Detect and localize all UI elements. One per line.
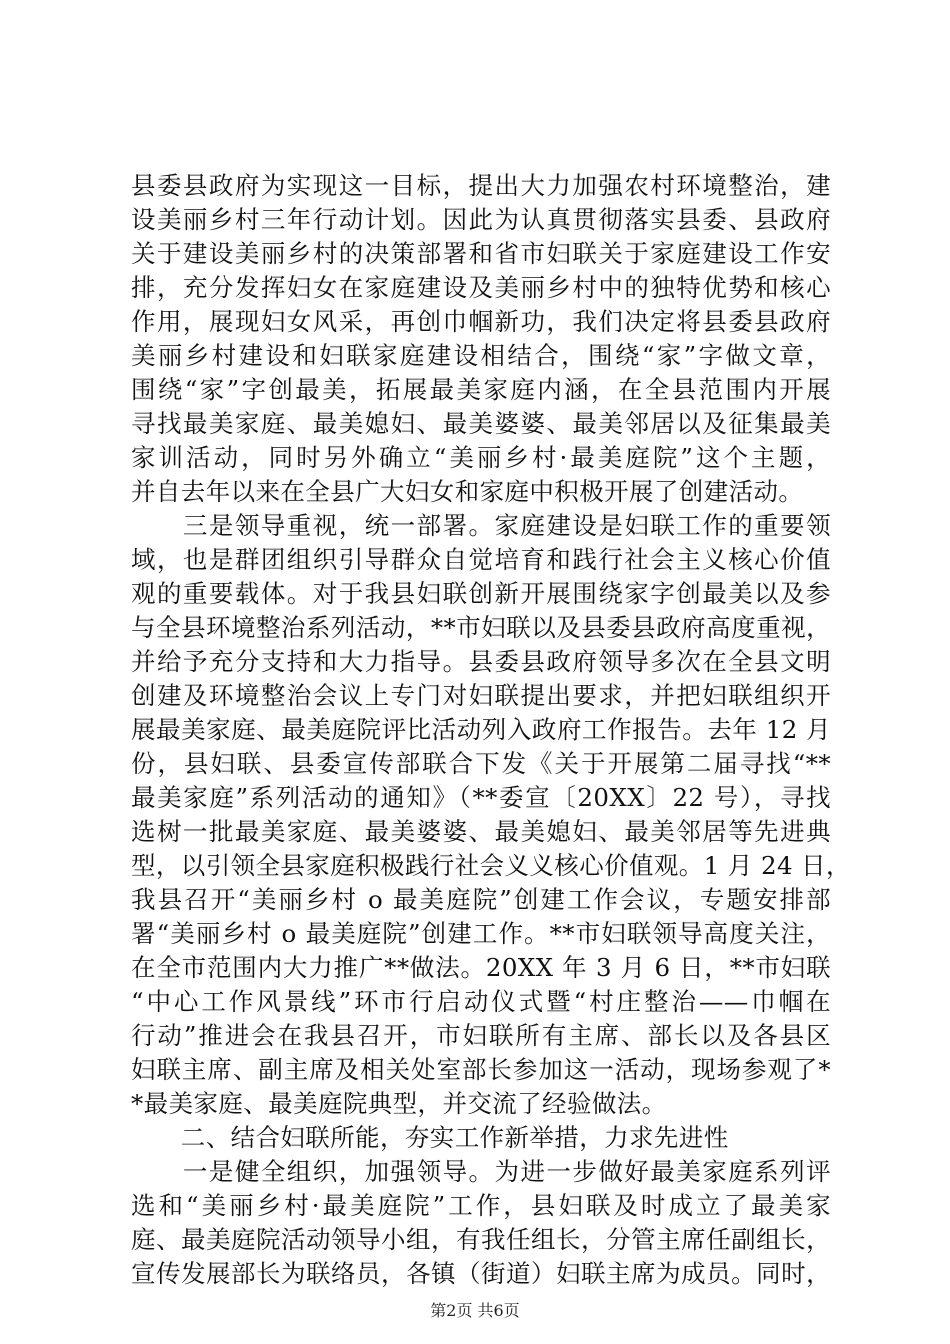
body-text-line: 在全市范围内大力推广**做法。20XX 年 3 月 6 日，**市妇联: [131, 953, 831, 982]
body-text-line: 我县召开“美丽乡村 o 最美庭院”创建工作会议，专题安排部: [131, 885, 831, 914]
body-text-line: 展最美家庭、最美庭院评比活动列入政府工作报告。去年 12 月: [131, 715, 831, 744]
body-text-line: 创建及环境整治会议上专门对妇联提出要求，并把妇联组织开: [131, 681, 831, 710]
body-text-line: 份，县妇联、县委宣传部联合下发《关于开展第二届寻找“**: [131, 749, 831, 778]
body-text-line: 最美家庭”系列活动的通知》（**委宣〔20XX〕22 号），寻找: [131, 783, 831, 812]
body-text-line: 县委县政府为实现这一目标，提出大力加强农村环境整治，建: [131, 171, 831, 200]
body-text-line: 作用，展现妇女风采，再创巾帼新功，我们决定将县委县政府: [131, 307, 831, 336]
body-text-line: 家训活动，同时另外确立“美丽乡村·最美庭院”这个主题，: [131, 443, 831, 472]
body-text-line: 与全县环境整治系列活动，**市妇联以及县委县政府高度重视，: [131, 613, 831, 642]
body-text-line: 观的重要载体。对于我县妇联创新开展围绕家字创最美以及参: [131, 579, 831, 608]
body-text-line: 围绕“家”字创最美，拓展最美家庭内涵，在全县范围内开展: [131, 375, 831, 404]
body-text-line: 选树一批最美家庭、最美婆婆、最美媳妇、最美邻居等先进典: [131, 817, 831, 846]
body-text-line: *最美家庭、最美庭院典型，并交流了经验做法。: [131, 1089, 667, 1118]
section-heading: 二、结合妇联所能，夯实工作新举措，力求先进性: [131, 1123, 729, 1152]
body-text-line: 署“美丽乡村 o 最美庭院”创建工作。**市妇联领导高度关注，: [131, 919, 831, 948]
body-text-line: 域，也是群团组织引导群众自觉培育和践行社会主义核心价值: [131, 545, 831, 574]
body-text-line: 并给予充分支持和大力指导。县委县政府领导多次在全县文明: [131, 647, 831, 676]
body-text-line: 寻找最美家庭、最美媳妇、最美婆婆、最美邻居以及征集最美: [131, 409, 831, 438]
body-text-line: 庭、最美庭院活动领导小组，有我任组长，分管主席任副组长，: [131, 1225, 831, 1254]
page-footer: 第2页 共6页: [430, 1301, 520, 1320]
body-text-line: 关于建设美丽乡村的决策部署和省市妇联关于家庭建设工作安: [131, 239, 831, 268]
body-text-line: 型，以引领全县家庭积极践行社会义义核心价值观。1 月 24 日，: [131, 851, 851, 880]
body-text-line: 行动”推进会在我县召开，市妇联所有主席、部长以及各县区: [131, 1021, 831, 1050]
body-text-line: 美丽乡村建设和妇联家庭建设相结合，围绕“家”字做文章，: [131, 341, 831, 370]
body-text-line: 排，充分发挥妇女在家庭建设及美丽乡村中的独特优势和核心: [131, 273, 831, 302]
body-text-line: 设美丽乡村三年行动计划。因此为认真贯彻落实县委、县政府: [131, 205, 831, 234]
body-text-line: 并自去年以来在全县广大妇女和家庭中积极开展了创建活动。: [131, 477, 804, 506]
body-text-line: 选和“美丽乡村·最美庭院”工作，县妇联及时成立了最美家: [131, 1191, 831, 1220]
body-text-line: “中心工作风景线”环市行启动仪式暨“村庄整治——巾帼在: [131, 987, 831, 1016]
body-text-line: 宣传发展部长为联络员，各镇（街道）妇联主席为成员。同时，: [131, 1259, 831, 1288]
body-text-line: 三是领导重视，统一部署。家庭建设是妇联工作的重要领: [131, 511, 831, 540]
body-text-line: 一是健全组织，加强领导。为进一步做好最美家庭系列评: [131, 1157, 831, 1186]
body-text-line: 妇联主席、副主席及相关处室部长参加这一活动，现场参观了*: [131, 1055, 831, 1084]
